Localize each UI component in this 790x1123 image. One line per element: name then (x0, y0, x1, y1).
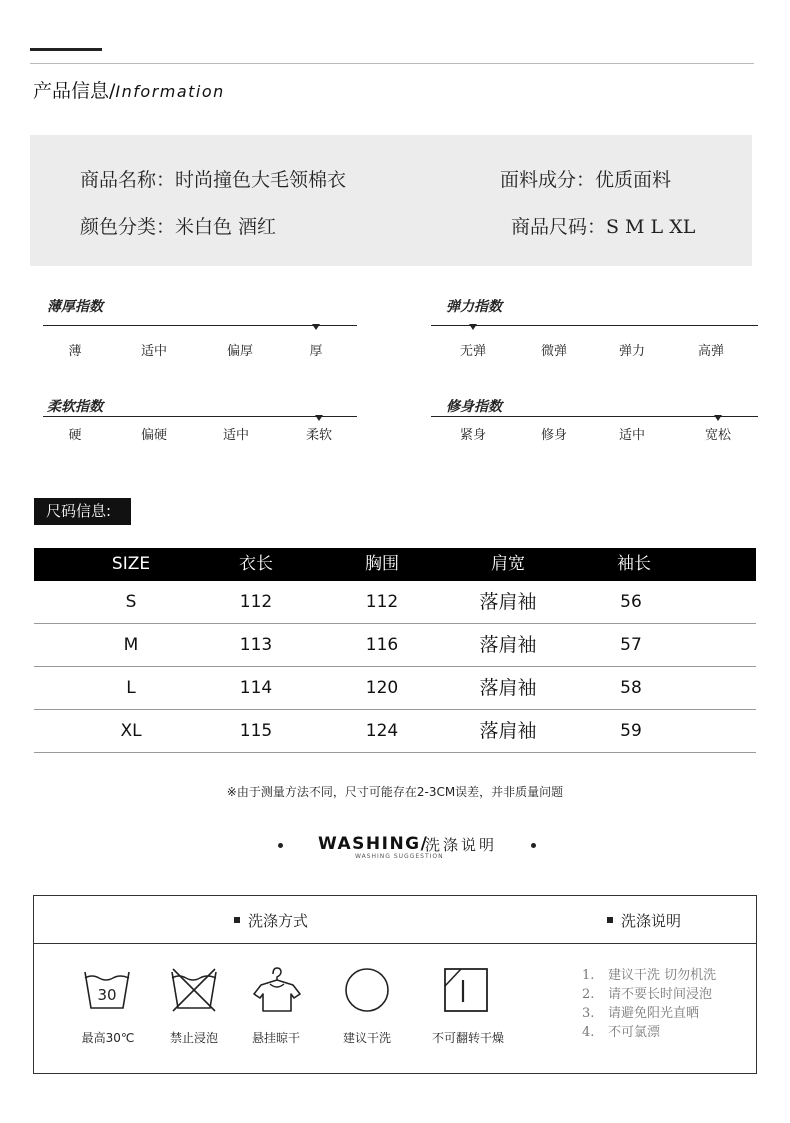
list-item: 2. 请不要长时间浸泡 (582, 987, 713, 1002)
hang-dry-icon (251, 966, 301, 1014)
wash-30-icon (82, 966, 132, 1014)
header-shoulder: 肩宽 (491, 554, 525, 574)
product-info-box (30, 135, 752, 266)
cell-sleeve: 58 (620, 678, 642, 698)
product-name: 商品名称：时尚撞色大毛领棉衣 (80, 169, 347, 191)
index-label: 柔软 (305, 428, 333, 443)
cell-size: L (126, 678, 136, 698)
index-label: 修身 (540, 428, 568, 443)
index-label: 适中 (222, 428, 250, 443)
care-label: 最高30℃ (81, 1031, 135, 1045)
cell-sleeve: 56 (620, 592, 642, 612)
cell-shoulder: 落肩袖 (479, 591, 537, 613)
care-label: 建议干洗 (342, 1031, 392, 1045)
washing-tips-list (582, 966, 716, 1042)
table-row (34, 710, 756, 753)
cell-shoulder: 落肩袖 (479, 634, 537, 656)
list-item: 1. 建议干洗 切勿机洗 (582, 968, 717, 983)
cell-chest: 116 (365, 635, 399, 655)
index-title: 修身指数 (446, 399, 502, 415)
size-table-header (34, 548, 756, 581)
no-soak-icon (169, 966, 219, 1014)
list-item: 4. 不可氯漂 (582, 1025, 661, 1040)
product-sizes: 商品尺码：S M L XL (511, 216, 696, 238)
index-scale-line (43, 325, 357, 326)
product-fabric: 面料成分：优质面料 (500, 169, 672, 191)
measurement-note: ※由于测量方法不同，尺寸可能存在2-3CM误差，并非质量问题 (226, 785, 564, 799)
index-label: 无弹 (459, 344, 487, 359)
cell-length: 114 (239, 678, 273, 698)
cell-shoulder: 落肩袖 (479, 720, 537, 742)
index-scale-line (43, 416, 357, 417)
wash-box-divider (34, 943, 756, 944)
index-marker-icon (312, 324, 320, 330)
washing-subtitle: WASHING SUGGESTION (355, 853, 444, 860)
index-marker-icon (714, 415, 722, 421)
index-scale-line (431, 416, 758, 417)
title-cn: 产品信息/ (33, 80, 116, 102)
dry-clean-icon (342, 966, 392, 1014)
cell-chest: 124 (365, 721, 399, 741)
size-info-badge: 尺码信息: (34, 498, 131, 525)
care-label: 不可翻转干燥 (431, 1031, 505, 1045)
bullet-dot-icon (278, 843, 283, 848)
title-en: Information (115, 82, 225, 101)
index-label: 硬 (68, 428, 82, 443)
index-marker-icon (469, 324, 477, 330)
no-tumble-dry-icon (441, 966, 491, 1014)
wash-notes-header (607, 910, 681, 931)
wash-temp-value: 30 (97, 986, 117, 1004)
table-row (34, 667, 756, 710)
cell-sleeve: 59 (620, 721, 642, 741)
bullet-dot-icon (531, 843, 536, 848)
cell-size: S (125, 592, 137, 612)
table-row (34, 581, 756, 624)
header-chest: 胸围 (365, 554, 399, 574)
washing-title-en: WASHING/ (318, 834, 429, 854)
index-label: 偏硬 (140, 428, 168, 443)
index-title: 弹力指数 (446, 299, 502, 315)
section-title-product-info (33, 76, 225, 103)
cell-chest: 120 (365, 678, 399, 698)
header-sleeve: 袖长 (617, 554, 651, 574)
wash-method-header (234, 910, 308, 931)
cell-sleeve: 57 (620, 635, 642, 655)
index-label: 微弹 (540, 344, 568, 359)
cell-size: XL (120, 721, 142, 741)
cell-shoulder: 落肩袖 (479, 677, 537, 699)
index-label: 偏厚 (226, 344, 254, 359)
index-title: 柔软指数 (47, 399, 103, 415)
header-size: SIZE (111, 554, 151, 574)
product-colors: 颜色分类：米白色 酒红 (80, 216, 277, 238)
header-accent-bar (30, 48, 102, 51)
index-label: 适中 (618, 428, 646, 443)
index-label: 适中 (140, 344, 168, 359)
square-bullet-icon (234, 917, 240, 923)
cell-length: 112 (239, 592, 273, 612)
cell-length: 113 (239, 635, 273, 655)
index-marker-icon (315, 415, 323, 421)
wash-notes-header-text: 洗涤说明 (621, 912, 682, 930)
cell-size: M (123, 635, 139, 655)
header-divider (30, 63, 754, 64)
index-label: 高弹 (697, 344, 725, 359)
index-label: 弹力 (618, 344, 646, 359)
care-label: 悬挂晾干 (251, 1031, 301, 1045)
care-label: 禁止浸泡 (169, 1031, 219, 1045)
washing-title (0, 832, 790, 862)
washing-title-cn: 洗涤说明 (425, 836, 498, 854)
index-label: 厚 (309, 344, 323, 359)
header-length: 衣长 (239, 554, 273, 574)
index-label: 紧身 (459, 428, 487, 443)
wash-method-header-text: 洗涤方式 (248, 912, 309, 930)
index-label: 宽松 (704, 428, 732, 443)
index-scale-line (431, 325, 758, 326)
square-bullet-icon (607, 917, 613, 923)
cell-length: 115 (239, 721, 273, 741)
cell-chest: 112 (365, 592, 399, 612)
list-item: 3. 请避免阳光直晒 (582, 1006, 700, 1021)
index-title: 薄厚指数 (47, 299, 103, 315)
index-label: 薄 (68, 344, 82, 359)
table-row (34, 624, 756, 667)
washing-box (33, 895, 757, 1074)
